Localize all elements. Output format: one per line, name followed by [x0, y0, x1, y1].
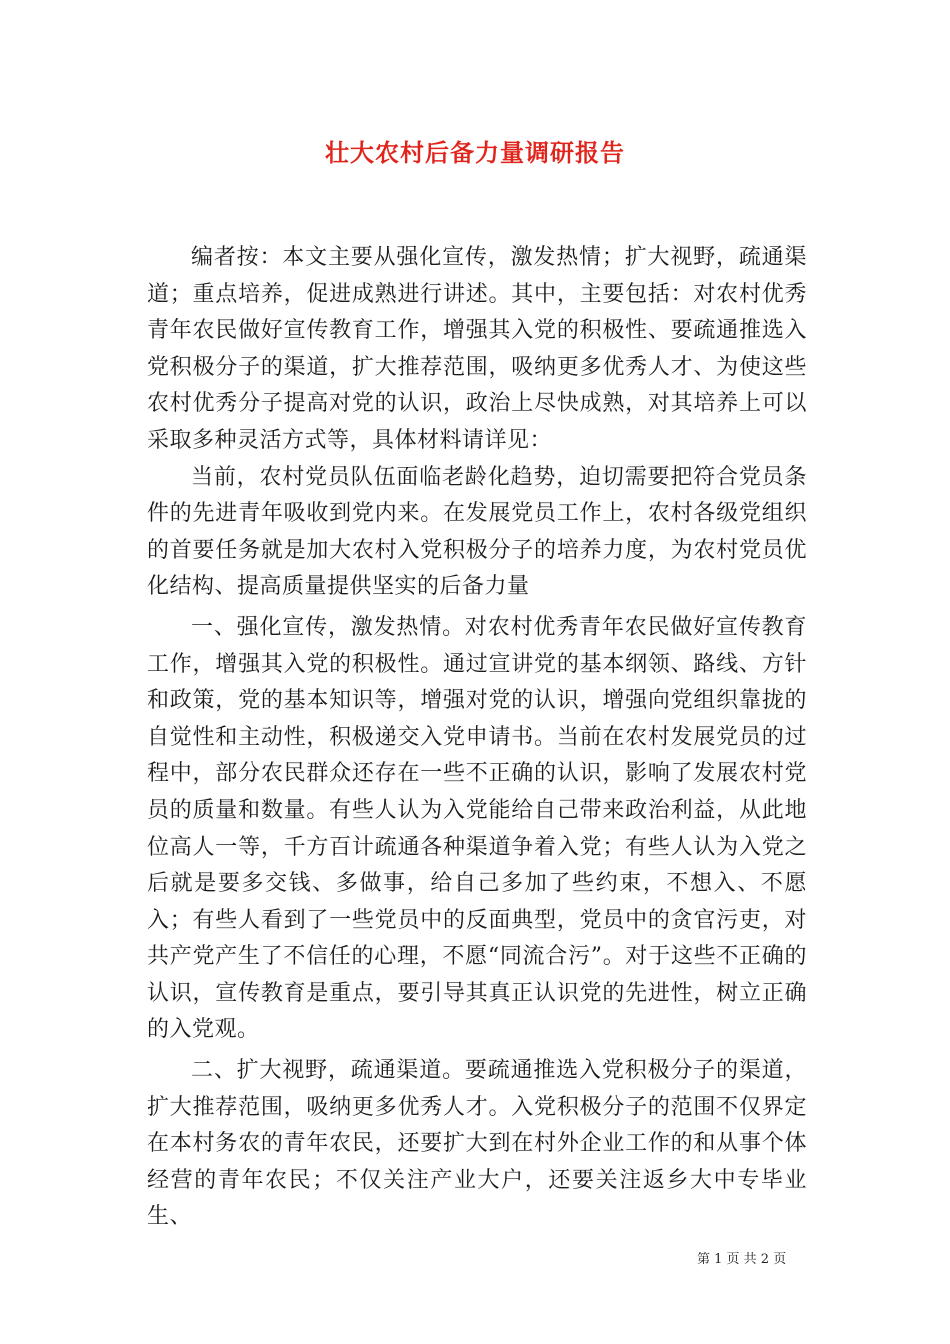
document-body: [147, 240, 807, 1236]
paragraph-editor-note: 编者按：本文主要从强化宣传，激发热情；扩大视野，疏通渠道；重点培养，促进成熟进行讲述。其中，主要包括：对农村优秀青年农民做好宣传教育工作，增强其入党的积极性、要疏通推选入党积极分子的渠道，扩大推荐范围，吸纳更多优秀人才、为使这些农村优秀分子提高对党的认识，政治上尽快成熟，对其培养上可以采取多种灵活方式等，具体材料请详见：: [147, 245, 807, 453]
page-number: 第 1 页 共 2 页: [697, 1252, 787, 1267]
paragraph-intro: 当前，农村党员队伍面临老龄化趋势，迫切需要把符合党员条件的先进青年吸收到党内来。在发展党员工作上，农村各级党组织的首要任务就是加大农村入党积极分子的培养力度，为农村党员优化结构、提高质量提供坚实的后备力量: [147, 464, 807, 600]
paragraph-section-1: 一、强化宣传，激发热情。对农村优秀青年农民做好宣传教育工作，增强其入党的积极性。通过宣讲党的基本纲领、路线、方针和政策，党的基本知识等，增强对党的认识，增强向党组织靠拢的自觉性和主动性，积极递交入党申请书。当前在农村发展党员的过程中，部分农民群众还存在一些不正确的认识，影响了发展农村党员的质量和数量。有些人认为入党能给自己带来政治利益，从此地位高人一等，千方百计疏通各种渠道争着入党；有些人认为入党之后就是要多交钱、多做事，给自己多加了些约束，不想入、不愿入；有些人看到了一些党员中的反面典型，党员中的贪官污吏，对共产党产生了不信任的心理，不愿“同流合污”。对于这些不正确的认识，宣传教育是重点，要引导其真正认识党的先进性，树立正确的入党观。: [147, 614, 807, 1043]
document-title: 壮大农村后备力量调研报告: [325, 138, 625, 167]
paragraph-section-2: 二、扩大视野，疏通渠道。要疏通推选入党积极分子的渠道，扩大推荐范围，吸纳更多优秀人才。入党积极分子的范围不仅界定在本村务农的青年农民，还要扩大到在村外企业工作的和从事个体经营的青年农民；不仅关注产业大户，还要关注返乡大中专毕业生、: [147, 1058, 807, 1230]
